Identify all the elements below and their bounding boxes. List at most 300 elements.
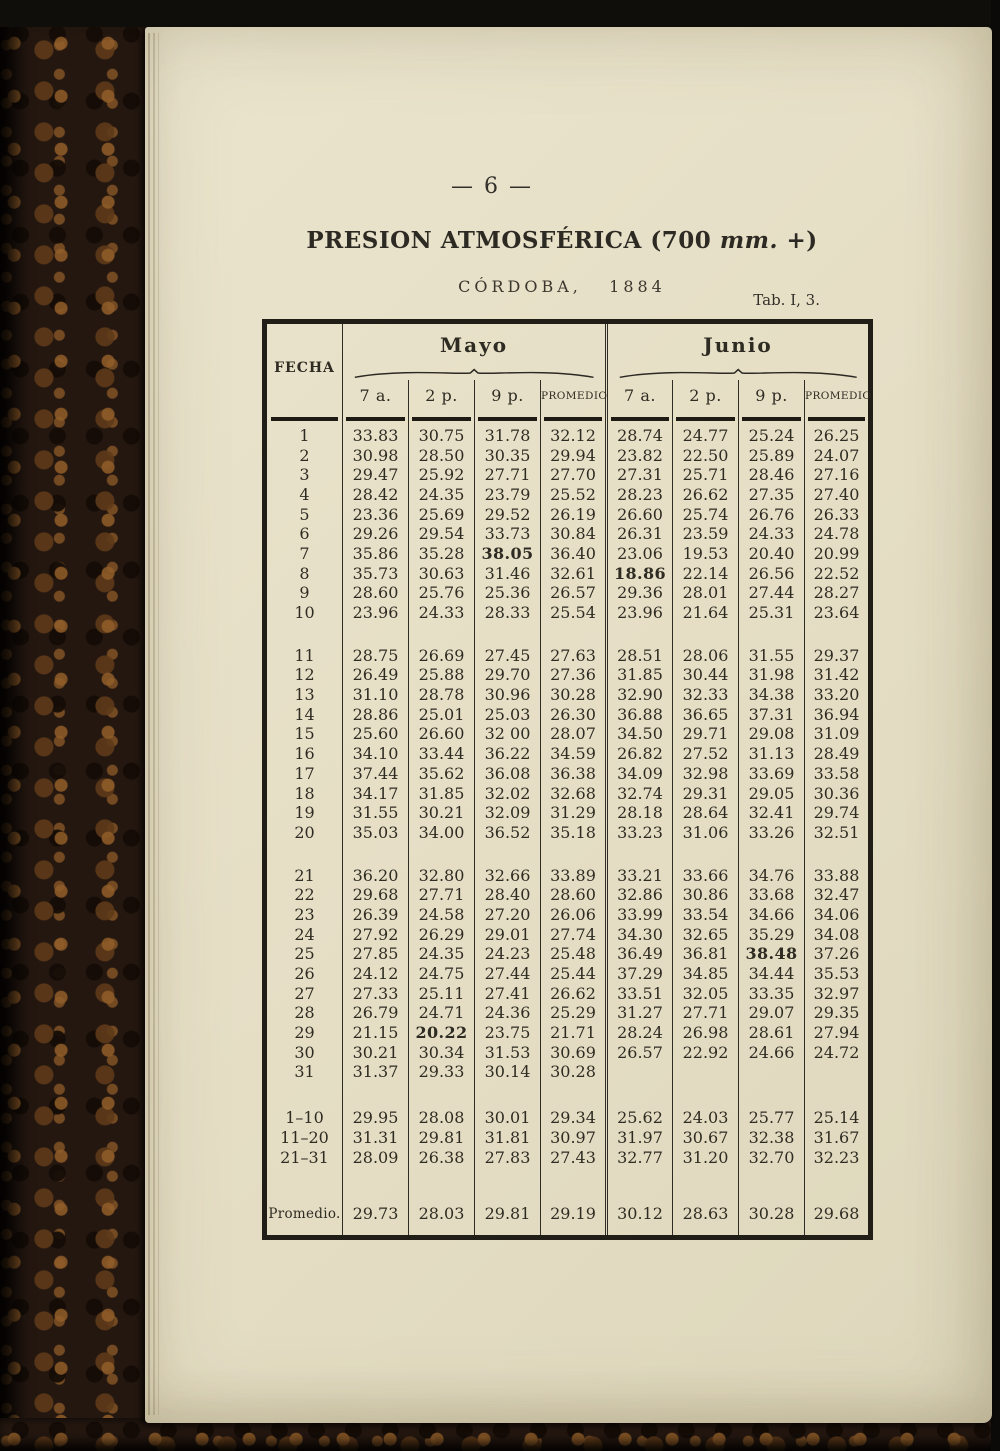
pressure-cell: 26.76	[739, 505, 805, 525]
date-cell: 17	[294, 763, 315, 783]
pressure-cell: 35.86	[343, 544, 409, 564]
pressure-cell: 26.39	[343, 905, 409, 925]
pressure-cell: 31.31	[343, 1128, 409, 1148]
pressure-cell: 30.14	[475, 1063, 541, 1083]
pressure-cell: 30.28	[541, 1063, 607, 1083]
pressure-cell: 33.51	[607, 984, 673, 1004]
pressure-cell: 29.34	[541, 1108, 607, 1128]
pressure-cell: 34.59	[541, 744, 607, 764]
date-cell: 18	[294, 783, 315, 803]
pressure-cell: 29.81	[475, 1193, 541, 1238]
pressure-cell: 28.60	[343, 584, 409, 604]
spacer-cell	[265, 623, 343, 646]
pressure-cell: 29.07	[739, 1004, 805, 1024]
pressure-cell: 33.66	[673, 866, 739, 886]
pressure-cell: 36.88	[607, 705, 673, 725]
pressure-cell: 29.71	[673, 725, 739, 745]
date-cell: 15	[294, 724, 315, 744]
date-cell: 23	[294, 904, 315, 924]
col-header-2p: 2 p.	[673, 380, 739, 412]
pressure-cell: 23.59	[673, 524, 739, 544]
header-rule-segment	[409, 412, 475, 426]
pressure-cell: 32.05	[673, 984, 739, 1004]
pressure-cell	[739, 1063, 805, 1083]
pressure-cell: 34.17	[343, 784, 409, 804]
pressure-cell: 25.89	[739, 446, 805, 466]
pressure-cell: 27.71	[409, 885, 475, 905]
pressure-cell: 30.84	[541, 524, 607, 544]
date-cell: 3	[299, 465, 310, 485]
pressure-cell: 36.65	[673, 705, 739, 725]
pressure-cell: 31.67	[805, 1128, 871, 1148]
month-header-mayo: Mayo	[343, 322, 607, 367]
pressure-cell: 29.74	[805, 803, 871, 823]
date-cell: Promedio.	[268, 1205, 341, 1222]
date-cell: 24	[294, 924, 315, 944]
pressure-cell: 37.31	[739, 705, 805, 725]
pressure-cell: 26.56	[739, 564, 805, 584]
col-header-promedio: PROMEDIO	[805, 380, 871, 412]
pressure-cell: 32.80	[409, 866, 475, 886]
pressure-cell: 24.36	[475, 1004, 541, 1024]
pressure-cell: 34.30	[607, 925, 673, 945]
pressure-cell: 30.36	[805, 784, 871, 804]
table-reference: Tab. I, 3.	[753, 291, 820, 309]
page-subtitle: CÓRDOBA, 1884	[458, 277, 666, 296]
pressure-cell: 28.46	[739, 465, 805, 485]
spacer-cell	[409, 1167, 475, 1193]
pressure-cell: 28.18	[607, 803, 673, 823]
pressure-cell: 36.94	[805, 705, 871, 725]
spacer-cell	[541, 843, 607, 866]
pressure-cell: 30.44	[673, 666, 739, 686]
pressure-cell: 21.15	[343, 1023, 409, 1043]
spacer-cell	[343, 843, 409, 866]
pressure-cell: 23.96	[607, 603, 673, 623]
date-cell: 31	[294, 1062, 315, 1082]
title-unit: mm.	[719, 227, 778, 254]
pressure-cell: 27.45	[475, 646, 541, 666]
pressure-cell: 27.92	[343, 925, 409, 945]
pressure-cell: 29.95	[343, 1108, 409, 1128]
pressure-cell: 22.52	[805, 564, 871, 584]
pressure-cell: 31.09	[805, 725, 871, 745]
pressure-cell: 19.53	[673, 544, 739, 564]
pressure-cell: 34.10	[343, 744, 409, 764]
pressure-cell: 22.92	[673, 1043, 739, 1063]
date-cell: 11	[294, 645, 315, 665]
pressure-cell: 28.63	[673, 1193, 739, 1238]
pressure-cell: 28.09	[343, 1148, 409, 1168]
pressure-cell: 35.28	[409, 544, 475, 564]
pressure-cell: 29.36	[607, 584, 673, 604]
pressure-cell: 27.44	[739, 584, 805, 604]
pressure-cell: 32.97	[805, 984, 871, 1004]
pressure-cell: 28.75	[343, 646, 409, 666]
pressure-cell: 23.82	[607, 446, 673, 466]
spacer-cell	[409, 623, 475, 646]
pressure-cell: 21.64	[673, 603, 739, 623]
pressure-cell: 30.21	[343, 1043, 409, 1063]
header-rule-segment	[673, 412, 739, 426]
pressure-cell: 32.70	[739, 1148, 805, 1168]
date-cell: 19	[294, 803, 315, 823]
pressure-cell: 29.47	[343, 465, 409, 485]
pressure-cell: 33.99	[607, 905, 673, 925]
pressure-cell: 32.90	[607, 685, 673, 705]
pressure-cell: 35.53	[805, 964, 871, 984]
mayo-brace-cell	[343, 366, 607, 380]
pressure-cell: 28.33	[475, 603, 541, 623]
pressure-cell: 27.40	[805, 485, 871, 505]
pressure-cell: 28.60	[541, 885, 607, 905]
date-cell: 2	[299, 445, 310, 465]
pressure-cell: 29.05	[739, 784, 805, 804]
pressure-cell: 31.29	[541, 803, 607, 823]
pressure-cell: 33.23	[607, 823, 673, 843]
pressure-cell: 27.33	[343, 984, 409, 1004]
pressure-cell: 27.74	[541, 925, 607, 945]
pressure-cell: 24.66	[739, 1043, 805, 1063]
pressure-cell: 31.55	[343, 803, 409, 823]
spacer-cell	[265, 843, 343, 866]
pressure-cell: 29.68	[805, 1193, 871, 1238]
date-cell: 6	[299, 524, 310, 544]
pressure-cell: 33.69	[739, 764, 805, 784]
col-header-9p: 9 p.	[475, 380, 541, 412]
pressure-cell: 28.24	[607, 1023, 673, 1043]
brace-icon	[351, 367, 597, 379]
pressure-cell: 27.71	[475, 465, 541, 485]
pressure-cell: 28.27	[805, 584, 871, 604]
pressure-cell: 27.83	[475, 1148, 541, 1168]
pressure-cell: 28.03	[409, 1193, 475, 1238]
col-header-promedio: PROMEDIO	[541, 380, 607, 412]
date-cell: 25	[294, 944, 315, 964]
photo-edge-right	[991, 0, 1000, 1451]
pressure-cell: 24.03	[673, 1108, 739, 1128]
pressure-cell: 25.03	[475, 705, 541, 725]
date-cell: 29	[294, 1023, 315, 1043]
header-rule-segment	[343, 412, 409, 426]
pressure-cell: 27.85	[343, 945, 409, 965]
pressure-cell: 30.96	[475, 685, 541, 705]
fecha-header: FECHA	[274, 360, 335, 376]
pressure-cell: 25.69	[409, 505, 475, 525]
pressure-cell: 32.68	[541, 784, 607, 804]
pressure-cell: 37.26	[805, 945, 871, 965]
date-cell: 10	[294, 603, 315, 623]
pressure-cell: 25.62	[607, 1108, 673, 1128]
pressure-cell: 31.97	[607, 1128, 673, 1148]
header-rule-segment	[607, 412, 673, 426]
pressure-cell: 20.40	[739, 544, 805, 564]
pressure-cell: 30.63	[409, 564, 475, 584]
header-rule-segment	[541, 412, 607, 426]
pressure-cell: 28.08	[409, 1108, 475, 1128]
brace-icon	[616, 367, 860, 379]
pressure-cell: 24.33	[739, 524, 805, 544]
header-rule-segment	[739, 412, 805, 426]
pressure-cell: 22.50	[673, 446, 739, 466]
pressure-cell: 34.85	[673, 964, 739, 984]
pressure-cell: 29.68	[343, 885, 409, 905]
pressure-cell: 31.42	[805, 666, 871, 686]
pressure-cell: 29.19	[541, 1193, 607, 1238]
pressure-cell: 25.44	[541, 964, 607, 984]
pressure-cell: 34.50	[607, 725, 673, 745]
pressure-cell: 24.75	[409, 964, 475, 984]
spacer-cell	[541, 623, 607, 646]
pressure-cell: 35.18	[541, 823, 607, 843]
book-page	[145, 27, 992, 1423]
pressure-cell: 34.08	[805, 925, 871, 945]
pressure-cell: 28.23	[607, 485, 673, 505]
pressure-cell: 26.57	[607, 1043, 673, 1063]
pressure-cell: 32.98	[673, 764, 739, 784]
pressure-cell: 26.62	[673, 485, 739, 505]
date-cell: 21	[294, 865, 315, 885]
pressure-cell: 32.47	[805, 885, 871, 905]
pressure-cell: 32.51	[805, 823, 871, 843]
pressure-cell: 29.08	[739, 725, 805, 745]
pressure-cell: 27.94	[805, 1023, 871, 1043]
date-cell: 7	[299, 543, 310, 563]
spacer-cell	[265, 1167, 343, 1193]
pressure-cell: 33.58	[805, 764, 871, 784]
pressure-cell: 26.60	[607, 505, 673, 525]
date-cell: 14	[294, 704, 315, 724]
pressure-cell: 26.25	[805, 426, 871, 446]
pressure-cell: 18.86	[607, 564, 673, 584]
pressure-cell: 27.63	[541, 646, 607, 666]
pressure-cell: 33.35	[739, 984, 805, 1004]
pressure-cell: 25.74	[673, 505, 739, 525]
spacer-cell	[409, 1082, 475, 1108]
pressure-table	[262, 319, 873, 1240]
pressure-cell: 33.88	[805, 866, 871, 886]
pressure-cell: 26.29	[409, 925, 475, 945]
spacer-cell	[805, 623, 871, 646]
pressure-cell: 21.71	[541, 1023, 607, 1043]
pressure-cell	[805, 1063, 871, 1083]
pressure-cell: 22.14	[673, 564, 739, 584]
pressure-cell: 36.08	[475, 764, 541, 784]
pressure-cell: 28.49	[805, 744, 871, 764]
spacer-cell	[541, 1167, 607, 1193]
pressure-cell: 20.22	[409, 1023, 475, 1043]
date-cell: 1–10	[285, 1108, 324, 1128]
pressure-cell: 29.31	[673, 784, 739, 804]
date-cell: 26	[294, 964, 315, 984]
pressure-cell: 26.69	[409, 646, 475, 666]
pressure-cell: 32.61	[541, 564, 607, 584]
pressure-cell: 31.37	[343, 1063, 409, 1083]
spacer-cell	[475, 1082, 541, 1108]
pressure-cell: 25.11	[409, 984, 475, 1004]
date-cell: 4	[299, 484, 310, 504]
pressure-cell: 26.62	[541, 984, 607, 1004]
junio-brace-cell	[607, 366, 871, 380]
pressure-cell: 31.13	[739, 744, 805, 764]
spacer-cell	[673, 623, 739, 646]
pressure-cell: 30.75	[409, 426, 475, 446]
pressure-cell: 34.09	[607, 764, 673, 784]
pressure-cell: 24.23	[475, 945, 541, 965]
pressure-cell: 28.06	[673, 646, 739, 666]
pressure-cell: 32.12	[541, 426, 607, 446]
pressure-cell: 36.40	[541, 544, 607, 564]
pressure-cell: 27.36	[541, 666, 607, 686]
title-text: +)	[778, 227, 818, 254]
spacer-cell	[739, 843, 805, 866]
pressure-cell: 29.54	[409, 524, 475, 544]
pressure-cell: 34.66	[739, 905, 805, 925]
book-cover-left	[0, 22, 148, 1451]
pressure-cell: 29.01	[475, 925, 541, 945]
col-header-7a: 7 a.	[343, 380, 409, 412]
pressure-cell: 34.06	[805, 905, 871, 925]
pressure-cell: 32.41	[739, 803, 805, 823]
pressure-cell: 27.20	[475, 905, 541, 925]
pressure-cell: 31.53	[475, 1043, 541, 1063]
pressure-cell: 29.52	[475, 505, 541, 525]
pressure-cell: 23.96	[343, 603, 409, 623]
date-cell: 16	[294, 744, 315, 764]
pressure-cell: 33.44	[409, 744, 475, 764]
pressure-cell: 29.26	[343, 524, 409, 544]
pressure-cell: 27.16	[805, 465, 871, 485]
pressure-cell: 28.42	[343, 485, 409, 505]
pressure-cell: 35.03	[343, 823, 409, 843]
pressure-cell: 27.70	[541, 465, 607, 485]
pressure-cell: 28.61	[739, 1023, 805, 1043]
pressure-cell: 31.10	[343, 685, 409, 705]
pressure-cell: 25.01	[409, 705, 475, 725]
spacer-cell	[805, 1082, 871, 1108]
pressure-cell: 24.58	[409, 905, 475, 925]
pressure-cell: 25.29	[541, 1004, 607, 1024]
pressure-cell: 25.36	[475, 584, 541, 604]
pressure-cell: 29.35	[805, 1004, 871, 1024]
pressure-cell: 32.65	[673, 925, 739, 945]
pressure-cell: 33.83	[343, 426, 409, 446]
pressure-cell: 24.78	[805, 524, 871, 544]
pressure-cell: 35.73	[343, 564, 409, 584]
pressure-cell: 33.89	[541, 866, 607, 886]
pressure-cell: 26.82	[607, 744, 673, 764]
pressure-cell: 29.37	[805, 646, 871, 666]
pressure-cell: 25.71	[673, 465, 739, 485]
pressure-cell: 34.76	[739, 866, 805, 886]
spacer-cell	[805, 1167, 871, 1193]
date-cell: 12	[294, 665, 315, 685]
spacer-cell	[607, 843, 673, 866]
pressure-cell: 34.00	[409, 823, 475, 843]
pressure-cell: 31.85	[409, 784, 475, 804]
pressure-cell: 30.01	[475, 1108, 541, 1128]
pressure-cell: 24.12	[343, 964, 409, 984]
pressure-cell: 32.86	[607, 885, 673, 905]
pressure-cell: 33.54	[673, 905, 739, 925]
pressure-cell: 24.35	[409, 945, 475, 965]
pressure-cell: 36.38	[541, 764, 607, 784]
pressure-cell: 32.74	[607, 784, 673, 804]
pressure-cell: 26.57	[541, 584, 607, 604]
pressure-cell: 27.35	[739, 485, 805, 505]
pressure-cell: 25.92	[409, 465, 475, 485]
pressure-cell: 25.77	[739, 1108, 805, 1128]
pressure-cell: 29.81	[409, 1128, 475, 1148]
pressure-cell: 24.33	[409, 603, 475, 623]
pressure-cell: 28.50	[409, 446, 475, 466]
pressure-cell: 27.44	[475, 964, 541, 984]
spacer-cell	[673, 843, 739, 866]
pressure-cell: 32.66	[475, 866, 541, 886]
pressure-cell: 29.73	[343, 1193, 409, 1238]
date-cell: 8	[299, 563, 310, 583]
pressure-cell: 30.34	[409, 1043, 475, 1063]
pressure-cell	[607, 1063, 673, 1083]
pressure-cell: 32.38	[739, 1128, 805, 1148]
pressure-cell: 31.81	[475, 1128, 541, 1148]
pressure-cell: 35.29	[739, 925, 805, 945]
pressure-cell: 36.52	[475, 823, 541, 843]
pressure-cell: 30.28	[739, 1193, 805, 1238]
pressure-cell: 31.98	[739, 666, 805, 686]
pressure-cell: 37.29	[607, 964, 673, 984]
pressure-cell: 31.46	[475, 564, 541, 584]
pressure-cell: 28.07	[541, 725, 607, 745]
spacer-cell	[673, 1082, 739, 1108]
spacer-cell	[739, 623, 805, 646]
col-header-7a: 7 a.	[607, 380, 673, 412]
pressure-cell: 25.60	[343, 725, 409, 745]
pressure-cell: 36.49	[607, 945, 673, 965]
pressure-cell: 30.67	[673, 1128, 739, 1148]
pressure-cell: 24.77	[673, 426, 739, 446]
date-cell: 27	[294, 983, 315, 1003]
spacer-cell	[409, 843, 475, 866]
date-cell: 11–20	[280, 1127, 329, 1147]
pressure-cell: 27.43	[541, 1148, 607, 1168]
month-header-junio: Junio	[607, 322, 871, 367]
pressure-cell: 28.40	[475, 885, 541, 905]
pressure-cell: 31.20	[673, 1148, 739, 1168]
pressure-cell: 32.23	[805, 1148, 871, 1168]
pressure-cell: 30.28	[541, 685, 607, 705]
pressure-cell: 33.73	[475, 524, 541, 544]
pressure-cell: 26.31	[607, 524, 673, 544]
spacer-cell	[607, 1082, 673, 1108]
header-rule-segment	[805, 412, 871, 426]
pressure-cell: 25.14	[805, 1108, 871, 1128]
pressure-cell: 24.35	[409, 485, 475, 505]
pressure-cell: 24.72	[805, 1043, 871, 1063]
pressure-cell: 25.24	[739, 426, 805, 446]
pressure-cell: 28.78	[409, 685, 475, 705]
pressure-cell: 26.98	[673, 1023, 739, 1043]
col-header-9p: 9 p.	[739, 380, 805, 412]
pressure-cell: 27.31	[607, 465, 673, 485]
pressure-cell: 32 00	[475, 725, 541, 745]
spacer-cell	[475, 1167, 541, 1193]
pressure-cell: 23.75	[475, 1023, 541, 1043]
pressure-cell: 31.55	[739, 646, 805, 666]
page-title	[145, 227, 979, 254]
pressure-cell: 36.20	[343, 866, 409, 886]
date-cell: 9	[299, 583, 310, 603]
